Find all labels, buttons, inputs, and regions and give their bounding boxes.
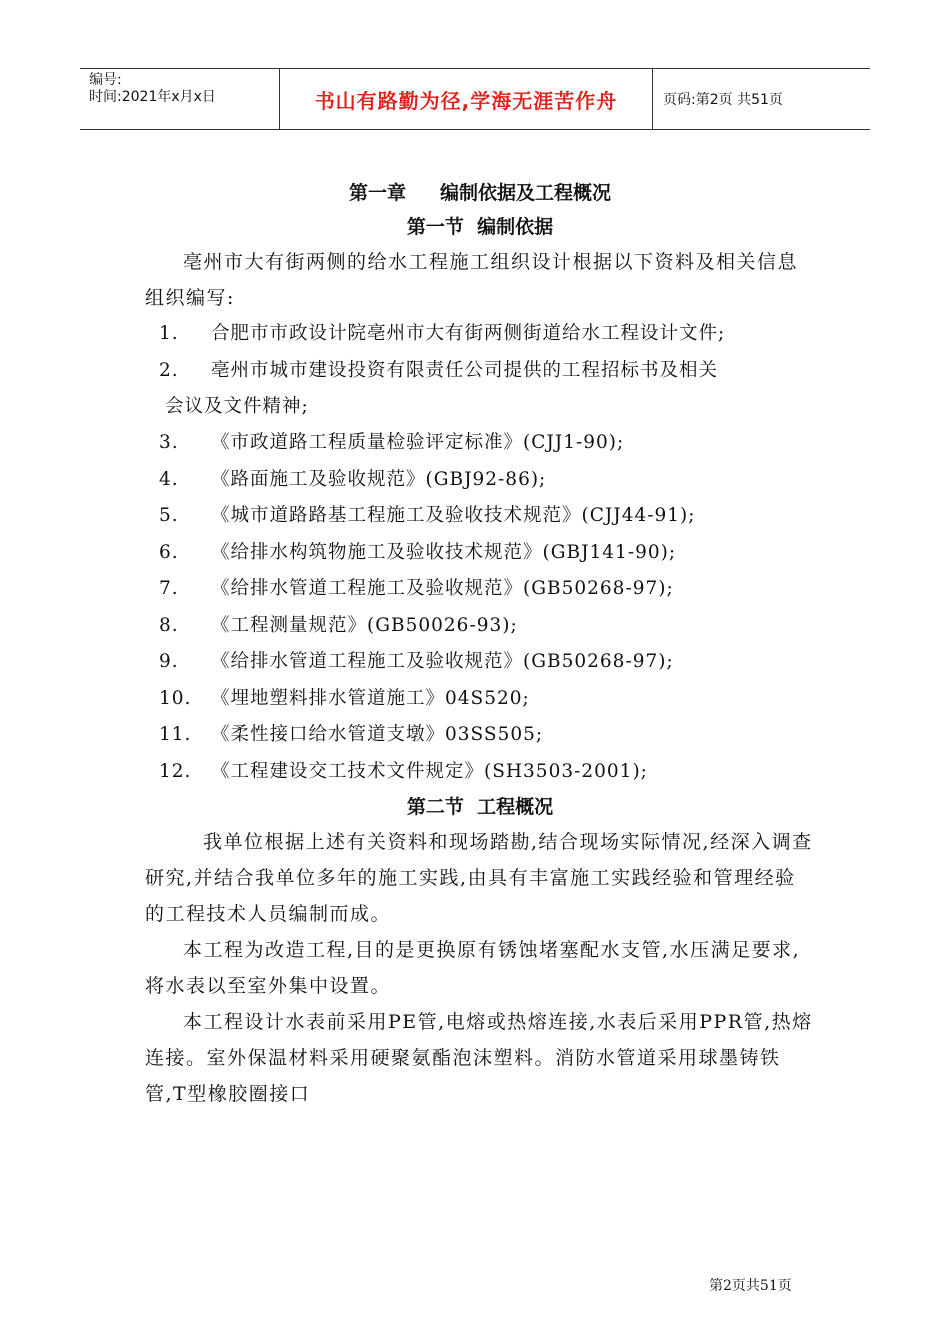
reference-item-text: 《路面施工及验收规范》(GBJ92-86); bbox=[211, 468, 547, 490]
reference-item bbox=[145, 316, 815, 353]
document-header bbox=[80, 68, 870, 130]
header-meta bbox=[80, 69, 280, 129]
reference-item bbox=[145, 681, 815, 718]
reference-item bbox=[145, 754, 815, 791]
reference-item bbox=[145, 462, 815, 499]
reference-item-text: 《给排水管道工程施工及验收规范》(GB50268-97); bbox=[211, 651, 674, 672]
reference-list bbox=[145, 316, 815, 790]
overview-paragraph-2: 本工程为改造工程,目的是更换原有锈蚀堵塞配水支管,水压满足要求,将水表以至室外集中设置。 bbox=[145, 939, 801, 997]
header-motto: 书山有路勤为径,学海无涯苦作舟 bbox=[280, 69, 653, 129]
page-footer: 第2页共51页 bbox=[709, 1278, 792, 1294]
overview-paragraph-3: 本工程设计水表前采用PE管,电熔或热熔连接,水表后采用PPR管,热熔连接。室外保温材料采用硬聚氨酯泡沫塑料。消防水管道采用球墨铸铁管,T型橡胶圈接口 bbox=[145, 1011, 813, 1105]
reference-item bbox=[145, 353, 815, 390]
reference-item-number: 9. bbox=[159, 651, 179, 672]
section-title-1: 第一节 编制依据 bbox=[406, 216, 554, 238]
intro-paragraph: 亳州市大有街两侧的给水工程施工组织设计根据以下资料及相关信息组织编写: bbox=[145, 251, 799, 309]
reference-item-number: 11. bbox=[159, 724, 192, 745]
reference-item-number: 12. bbox=[159, 760, 192, 782]
reference-item-number: 2. bbox=[159, 359, 179, 381]
reference-item-text: 《城市道路路基工程施工及验收技术规范》(CJJ44-91); bbox=[211, 505, 696, 526]
reference-item-number: 10. bbox=[159, 687, 192, 709]
reference-item-continuation: 会议及文件精神; bbox=[165, 396, 309, 417]
reference-item bbox=[145, 608, 815, 645]
reference-item-text: 《给排水构筑物施工及验收技术规范》(GBJ141-90); bbox=[211, 541, 677, 563]
reference-item-number: 7. bbox=[159, 578, 179, 599]
reference-item bbox=[145, 644, 815, 681]
reference-item-text: 合肥市市政设计院亳州市大有街两侧街道给水工程设计文件; bbox=[211, 323, 726, 344]
reference-item-number: 4. bbox=[159, 468, 179, 490]
reference-item bbox=[145, 535, 815, 572]
reference-item bbox=[145, 425, 815, 462]
reference-item-number: 8. bbox=[159, 614, 179, 636]
reference-item-number: 3. bbox=[159, 432, 179, 453]
chapter-number: 第一章 bbox=[348, 182, 406, 204]
section-title-2: 第二节 工程概况 bbox=[406, 796, 554, 818]
reference-item-number: 1. bbox=[159, 323, 179, 344]
reference-item-text: 《给排水管道工程施工及验收规范》(GB50268-97); bbox=[211, 578, 674, 599]
reference-item-text: 《埋地塑料排水管道施工》04S520; bbox=[211, 687, 530, 709]
reference-item-text: 《工程测量规范》(GB50026-93); bbox=[211, 614, 518, 636]
reference-item-text: 《工程建设交工技术文件规定》(SH3503-2001); bbox=[211, 760, 648, 782]
header-page-info: 页码:第2页 共51页 bbox=[663, 92, 783, 108]
chapter-title bbox=[145, 176, 815, 210]
reference-item-number: 6. bbox=[159, 541, 179, 563]
reference-item bbox=[145, 498, 815, 535]
reference-item-text: 亳州市城市建设投资有限责任公司提供的工程招标书及相关 bbox=[211, 359, 719, 381]
reference-item bbox=[145, 571, 815, 608]
document-time-label: 时间:2021年x月x日 bbox=[89, 89, 216, 105]
reference-item-text: 《柔性接口给水管道支墩》03SS505; bbox=[211, 724, 544, 745]
reference-item-number: 5. bbox=[159, 505, 179, 526]
chapter-name: 编制依据及工程概况 bbox=[440, 182, 612, 204]
reference-item bbox=[145, 717, 815, 754]
overview-paragraph-1: 我单位根据上述有关资料和现场踏勘,结合现场实际情况,经深入调查研究,并结合我单位多年的施工实践,由具有丰富施工实践经验和管理经验的工程技术人员编制而成。 bbox=[145, 831, 813, 925]
reference-item-text: 《市政道路工程质量检验评定标准》(CJJ1-90); bbox=[211, 432, 625, 453]
document-body bbox=[145, 176, 815, 1112]
document-number-label: 编号: bbox=[89, 72, 122, 88]
